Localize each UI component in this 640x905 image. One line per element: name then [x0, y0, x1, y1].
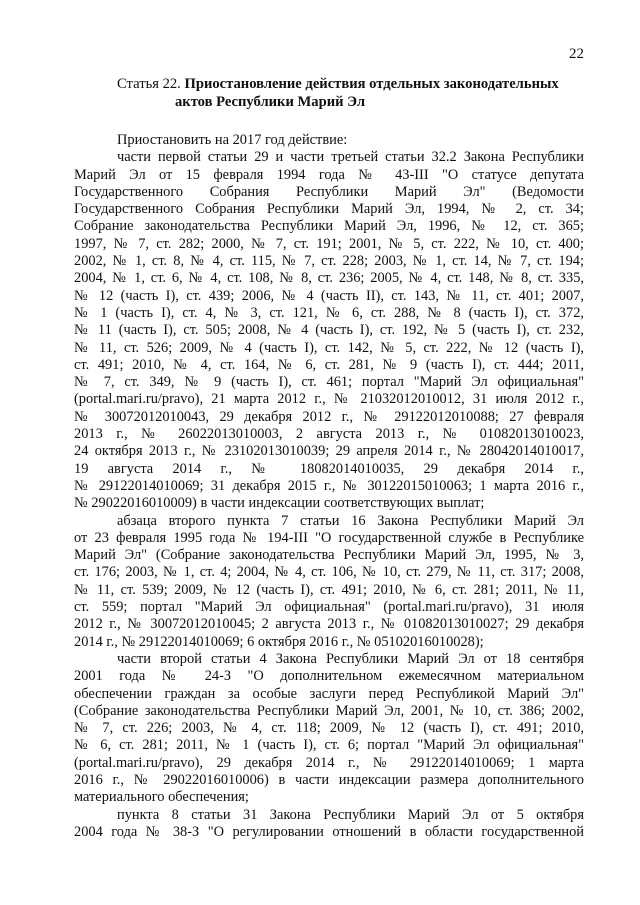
body-line: Марий Эл от 15 февраля 1994 года № 43-III "О статусе депутата: [74, 166, 584, 183]
body-line: № 7, ст. 349, № 9 (часть I), ст. 461; портал "Марий Эл официальная": [74, 374, 584, 391]
body-line: 2004 года № 38-З "О регулировании отношений в области государственной: [74, 823, 584, 840]
body-line: 2012 г., № 30072012010045; 2 августа 2013 г., № 01082013010027; 29 декабря: [74, 616, 584, 633]
body-line: 2002, № 1, ст. 8, № 4, ст. 115, № 7, ст. 228; 2003, № 1, ст. 14, № 7, ст. 194;: [74, 253, 584, 270]
body-line: (portal.mari.ru/pravo), 21 марта 2012 г., № 21032012010012, 31 июля 2012 г.,: [74, 391, 584, 408]
body-line: № 1 (часть I), ст. 4, № 3, ст. 121, № 6, ст. 288, № 8 (часть I), ст. 372,: [74, 304, 584, 321]
body-line: ст. 559; портал "Марий Эл официальная" (portal.mari.ru/pravo), 31 июля: [74, 599, 584, 616]
body-line: № 30072012010043, 29 декабря 2012 г., № 29122012010088; 27 февраля: [74, 408, 584, 425]
body-line: 2014 г., № 29122014010069; 6 октября 2016 г., № 05102016010028);: [74, 633, 484, 650]
body-line: № 6, ст. 281; 2011, № 1 (часть I), ст. 6; портал "Марий Эл официальная": [74, 737, 584, 754]
body-line: 2016 г., № 29022016010006) в части индексации размера дополнительного: [74, 771, 584, 788]
body-line: части первой статьи 29 и части третьей статьи 32.2 Закона Республики: [117, 149, 584, 166]
body-line: 2004, № 1, ст. 6, № 4, ст. 108, № 8, ст. 236; 2005, № 4, ст. 148, № 8, ст. 335,: [74, 270, 584, 287]
body-line: пункта 8 статьи 31 Закона Республики Марий Эл от 5 октября: [117, 806, 584, 823]
body-line: ст. 491; 2010, № 4, ст. 164, № 6, ст. 281, № 9 (часть I), ст. 444; 2011,: [74, 356, 584, 373]
article-body: [74, 132, 584, 841]
body-line: части второй статьи 4 Закона Республики Марий Эл от 18 сентября: [117, 650, 584, 667]
article-label: Статья 22.: [117, 76, 181, 92]
body-line: Собрание законодательства Республики Марий Эл, 1996, № 12, ст. 365;: [74, 218, 584, 235]
body-line: 2013 г., № 26022013010003, 2 августа 2013 г., № 01082013010023,: [74, 426, 584, 443]
body-line: Государственного Собрания Республики Марий Эл, 1994, № 2, ст. 34;: [74, 201, 584, 218]
body-line: 24 октября 2013 г., № 23102013010039; 29 апреля 2014 г., № 28042014010017,: [74, 443, 584, 460]
body-line: (portal.mari.ru/pravo), 29 декабря 2014 г., № 29122014010069; 1 марта: [74, 754, 584, 771]
body-line: № 11, ст. 539; 2009, № 12 (часть I), ст. 491; 2010, № 6, ст. 281; 2011, № 11,: [74, 581, 584, 598]
page-number: 22: [569, 46, 584, 62]
body-line: 19 августа 2014 г., № 18082014010035, 29 декабря 2014 г.,: [74, 460, 584, 477]
body-line: материального обеспечения;: [74, 789, 249, 806]
body-line: от 23 февраля 1995 года № 194-III "О государственной службе в Республике: [74, 529, 584, 546]
body-line: ст. 176; 2003, № 1, ст. 4; 2004, № 4, ст. 106, № 10, ст. 279, № 11, ст. 317; 2008,: [74, 564, 584, 581]
body-line: 1997, № 7, ст. 282; 2000, № 7, ст. 191; 2001, № 5, ст. 222, № 10, ст. 400;: [74, 235, 584, 252]
body-line: № 11 (часть I), ст. 505; 2008, № 4 (часть I), ст. 192, № 5 (часть I), ст. 232,: [74, 322, 584, 339]
body-line: Приостановить на 2017 год действие:: [117, 132, 348, 148]
body-line: № 29122014010069; 31 декабря 2015 г., № 30122015010063; 1 марта 2016 г.,: [74, 477, 584, 494]
article-heading: [74, 0, 584, 111]
body-line: абзаца второго пункта 7 статьи 16 Закона Республики Марий Эл: [117, 512, 584, 529]
body-line: № 7, ст. 226; 2003, № 4, ст. 118; 2009, № 12 (часть I), ст. 491; 2010,: [74, 720, 584, 737]
body-line: № 11, ст. 526; 2009, № 4 (часть I), ст. 142, № 5, ст. 222, № 12 (часть I),: [74, 339, 584, 356]
body-line: Марий Эл" (Собрание законодательства Республики Марий Эл, 1995, № 3,: [74, 547, 584, 564]
body-line: Государственного Собрания Республики Марий Эл" (Ведомости: [74, 183, 584, 200]
body-line: обеспечении граждан за особые заслуги перед Республикой Марий Эл": [74, 685, 584, 702]
body-line: № 29022016010009) в части индексации соответствующих выплат;: [74, 495, 485, 512]
body-line: № 12 (часть I), ст. 439; 2006, № 4 (часть II), ст. 143, № 11, ст. 401; 2007,: [74, 287, 584, 304]
article-title-line-1: Приостановление действия отдельных законодательных: [184, 76, 559, 92]
article-title-line-2: актов Республики Марий Эл: [175, 93, 366, 110]
body-line: 2001 года № 24-З "О дополнительном ежемесячном материальном: [74, 668, 584, 685]
body-line: (Собрание законодательства Республики Марий Эл, 2001, № 10, ст. 386; 2002,: [74, 702, 584, 719]
